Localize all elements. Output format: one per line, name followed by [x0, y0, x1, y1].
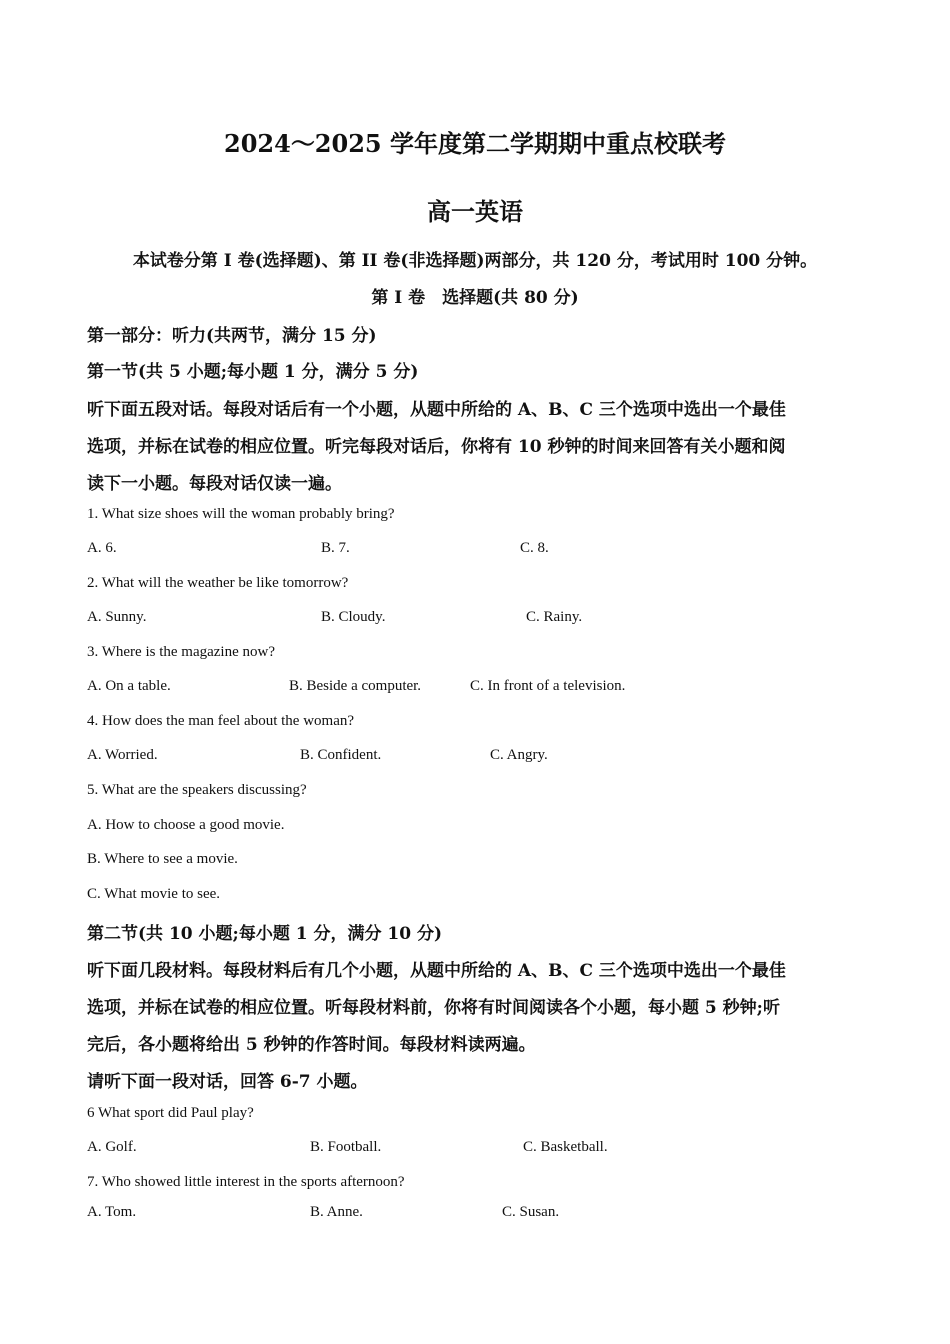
volume-heading: 第 I 卷 选择题(共 80 分)	[371, 288, 579, 308]
question-6-option-a: A. Golf.	[87, 1139, 137, 1155]
section2-instruction-line: 听下面几段材料。每段材料后有几个小题，从题中所给的 A、B、C 三个选项中选出一个最佳	[87, 961, 786, 981]
question-5: 5. What are the speakers discussing?	[87, 782, 307, 798]
question-5-option-c: C. What movie to see.	[87, 886, 221, 902]
question-4-option-a: A. Worried.	[87, 747, 158, 763]
question-1-option-c: C. 8.	[520, 540, 549, 556]
question-6-option-c: C. Basketball.	[523, 1139, 608, 1155]
question-6-option-b: B. Football.	[310, 1139, 382, 1155]
question-5-option-a: A. How to choose a good movie.	[87, 817, 285, 833]
section2-heading: 第二节(共 10 小题;每小题 1 分，满分 10 分)	[87, 924, 443, 944]
question-4: 4. How does the man feel about the woman?	[87, 713, 355, 729]
question-3-option-b: B. Beside a computer.	[289, 678, 422, 694]
section2-instruction-line: 完后，各小题将给出 5 秒钟的作答时间。每段材料读两遍。	[87, 1035, 536, 1055]
section1-instruction-line: 听下面五段对话。每段对话后有一个小题，从题中所给的 A、B、C 三个选项中选出一个最佳	[87, 400, 786, 420]
question-1-option-b: B. 7.	[321, 540, 350, 556]
exam-title: 2024～2025 学年度第二学期期中重点校联考	[224, 129, 726, 158]
question-7-option-b: B. Anne.	[310, 1204, 363, 1220]
question-2-option-b: B. Cloudy.	[321, 609, 386, 625]
question-4-option-c: C. Angry.	[490, 747, 548, 763]
question-1: 1. What size shoes will the woman probably bring?	[87, 506, 395, 522]
question-3-option-c: C. In front of a television.	[470, 678, 626, 694]
question-5-option-b: B. Where to see a movie.	[87, 851, 238, 867]
section2-instruction-line: 选项，并标在试卷的相应位置。听每段材料前，你将有时间阅读各个小题，每小题 5 秒钟;听	[87, 998, 780, 1018]
question-3: 3. Where is the magazine now?	[87, 644, 275, 660]
question-2-option-a: A. Sunny.	[87, 609, 147, 625]
part1-heading: 第一部分：听力(共两节，满分 15 分)	[87, 326, 377, 346]
question-6: 6 What sport did Paul play?	[87, 1105, 254, 1121]
question-3-option-a: A. On a table.	[87, 678, 171, 694]
exam-intro: 本试卷分第 I 卷(选择题)、第 II 卷(非选择题)两部分，共 120 分，考试用时 100 分钟。	[132, 251, 818, 271]
section1-instruction-line: 读下一小题。每段对话仅读一遍。	[87, 474, 342, 494]
question-7: 7. Who showed little interest in the sports afternoon?	[87, 1174, 405, 1190]
question-1-option-a: A. 6.	[87, 540, 117, 556]
question-2-option-c: C. Rainy.	[526, 609, 583, 625]
exam-subject: 高一英语	[427, 197, 523, 226]
section1-instruction-line: 选项，并标在试卷的相应位置。听完每段对话后，你将有 10 秒钟的时间来回答有关小题和阅	[87, 437, 786, 457]
question-7-option-c: C. Susan.	[502, 1204, 560, 1220]
question-4-option-b: B. Confident.	[300, 747, 382, 763]
question-7-option-a: A. Tom.	[87, 1204, 137, 1220]
section1-heading: 第一节(共 5 小题;每小题 1 分，满分 5 分)	[87, 362, 419, 382]
dialog-prompt: 请听下面一段对话，回答 6-7 小题。	[87, 1072, 368, 1092]
question-2: 2. What will the weather be like tomorrow?	[87, 575, 349, 591]
